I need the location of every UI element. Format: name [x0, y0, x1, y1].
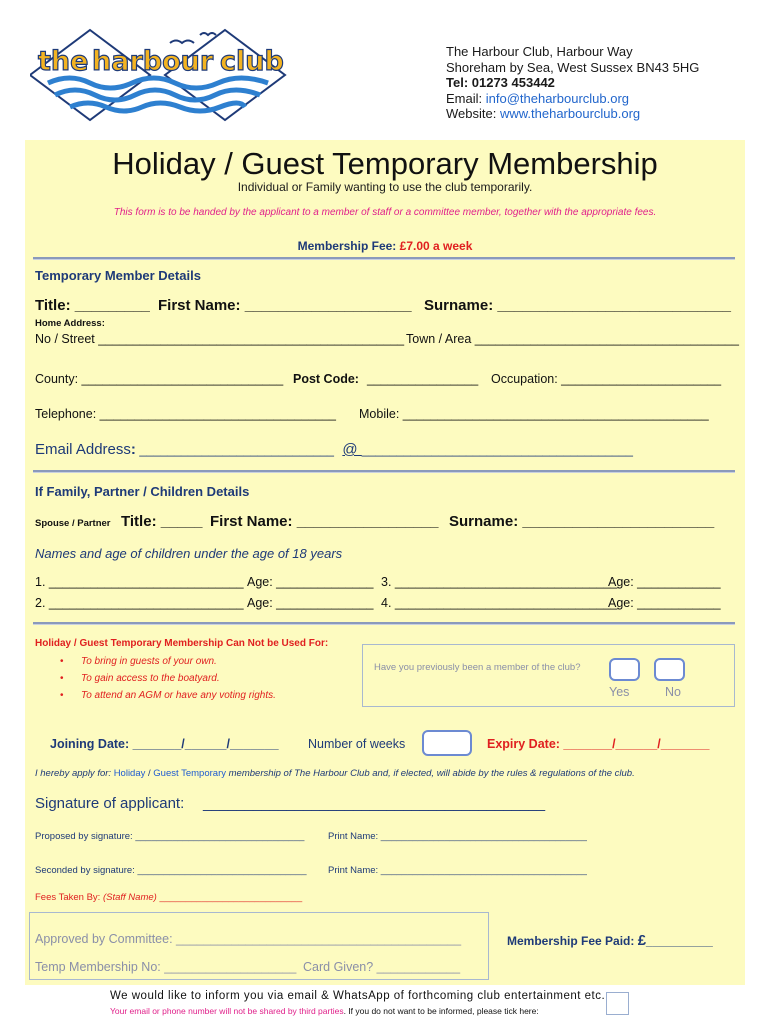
approved-by-committee-field[interactable]: Approved by Committee: _________________________________________ [35, 932, 462, 946]
fee-label: Membership Fee: [297, 239, 400, 253]
email-label: Email: [446, 90, 486, 106]
no-checkbox[interactable] [654, 658, 685, 681]
membership-form [25, 140, 745, 985]
street-field[interactable]: No / Street ____________________________________________ [35, 332, 405, 346]
children-note: Names and age of children under the age of 18 years [35, 546, 343, 561]
membership-fee [25, 239, 745, 253]
child-3-name-field[interactable]: 3. ________________________________ [381, 575, 618, 589]
yes-checkbox[interactable] [609, 658, 640, 681]
logo-text-the: the [38, 46, 89, 77]
no-label: No [665, 685, 681, 699]
divider [33, 622, 735, 625]
restriction-item: • To bring in guests of your own. [81, 656, 217, 667]
postcode-field[interactable]: ________________ [367, 372, 479, 386]
fees-taken-label: Fees Taken By: [35, 892, 103, 903]
divider [33, 257, 735, 260]
yes-label: Yes [609, 685, 630, 699]
fees-staff-label: (Staff Name) [102, 892, 157, 903]
office-use-box [29, 912, 489, 980]
restrictions-heading: Holiday / Guest Temporary Membership Can Not be Used For: [35, 638, 329, 649]
fees-taken-by-field[interactable] [35, 892, 302, 903]
telephone-field[interactable]: Telephone: __________________________________ [35, 407, 337, 421]
previous-member-box [362, 644, 735, 707]
child-4-name-field[interactable]: 4. ________________________________ [381, 596, 618, 610]
website-label: Website: [446, 106, 500, 121]
county-field[interactable]: County: _____________________________ [35, 372, 284, 386]
temp-membership-no-field[interactable]: Temp Membership No: ___________________ [35, 960, 297, 974]
home-address-label: Home Address: [35, 318, 105, 329]
declaration-sep: / [145, 768, 154, 779]
email-at-sign: @ [342, 441, 362, 458]
number-of-weeks-label: Number of weeks [308, 737, 406, 751]
family-section-heading: If Family, Partner / Children Details [35, 484, 250, 499]
handover-note: This form is to be handed by the applicant to a member of staff or a committee member, together with the appropriate fees. [113, 207, 657, 218]
declaration-pre: I hereby apply for: [35, 768, 114, 779]
opt-out-text [110, 1006, 539, 1016]
child-2-age-field[interactable]: Age: ______________ [247, 596, 374, 610]
card-given-field[interactable]: Card Given? ____________ [303, 960, 461, 974]
email-address-field[interactable] [35, 441, 633, 458]
declaration-guest-temporary: Guest Temporary [153, 768, 226, 779]
child-1-age-field[interactable]: Age: ______________ [247, 575, 374, 589]
mobile-field[interactable]: Mobile: ____________________________________________ [359, 407, 709, 421]
seagull-icon [170, 41, 194, 44]
applicant-signature-label: Signature of applicant: [35, 795, 185, 812]
spouse-surname-field[interactable]: Surname: _______________________ [449, 513, 715, 530]
fee-paid-label: Membership Fee Paid: [507, 934, 638, 948]
email-colon: : [130, 441, 136, 458]
spouse-title-field[interactable]: Title: _____ [121, 513, 203, 530]
email-user-line[interactable]: ____________________________ [135, 443, 335, 457]
fee-amount: £7.00 a week [399, 239, 473, 253]
membership-fee-paid-field[interactable] [507, 932, 713, 949]
applicant-signature-field[interactable]: _________________________________________ [203, 795, 546, 812]
address-line-2: Shoreham by Sea, West Sussex BN43 5HG [446, 59, 700, 75]
fees-taken-line[interactable]: ___________________________ [156, 892, 303, 903]
opt-out-checkbox[interactable] [606, 992, 629, 1015]
member-section-heading: Temporary Member Details [35, 268, 201, 283]
seconded-signature-field[interactable]: Seconded by signature: ________________________________ [35, 865, 307, 876]
website-link[interactable]: www.theharbourclub.org [499, 106, 641, 121]
town-field[interactable]: Town / Area ______________________________________ [406, 332, 739, 346]
logo-text-harbour: harbour [92, 46, 214, 77]
email-link[interactable]: info@theharbourclub.org [485, 90, 630, 106]
spouse-first-name-field[interactable]: First Name: _________________ [210, 513, 439, 530]
surname-field[interactable]: Surname: ____________________________ [424, 297, 731, 314]
seconded-print-name-field[interactable]: Print Name: _______________________________________ [328, 865, 587, 876]
address-line-1: The Harbour Club, Harbour Way [446, 44, 633, 59]
child-2-name-field[interactable]: 2. ____________________________ [35, 596, 244, 610]
restriction-item: • To gain access to the boatyard. [81, 673, 220, 684]
harbour-club-logo [30, 25, 290, 125]
email-domain-line[interactable]: _______________________________________ [361, 443, 633, 457]
occupation-field[interactable]: Occupation: _______________________ [491, 372, 722, 386]
telephone: Tel: 01273 453442 [446, 75, 555, 90]
declaration-holiday: Holiday [113, 768, 146, 779]
declaration-post: membership of The Harbour Club and, if elected, will abide by the rules & regulations of the club. [226, 768, 635, 779]
contact-consent-text: We would like to inform you via email & WhatsApp of forthcoming club entertainment etc. [110, 990, 606, 1002]
previous-member-question: Have you previously been a member of the club? [374, 662, 581, 673]
spouse-partner-label: Spouse / Partner [35, 518, 111, 529]
title-field[interactable]: Title: _________ [35, 297, 150, 314]
declaration [35, 768, 635, 779]
child-4-age-field[interactable]: Age: ____________ [608, 596, 721, 610]
pound-sign: £ [637, 932, 647, 949]
form-subtitle: Individual or Family wanting to use the club temporarily. [237, 180, 533, 194]
restriction-item: • To attend an AGM or have any voting rights. [81, 690, 276, 701]
child-3-age-field[interactable]: Age: ____________ [608, 575, 721, 589]
email-address-label: Email Address [35, 441, 131, 458]
club-contact-details [446, 44, 699, 122]
proposed-print-name-field[interactable]: Print Name: _______________________________________ [328, 831, 587, 842]
expiry-date-field[interactable]: Expiry Date: _______/______/_______ [487, 737, 710, 751]
divider [33, 470, 735, 473]
fee-paid-line[interactable]: __________ [646, 934, 713, 948]
logo-text-club: club [220, 46, 284, 77]
proposed-signature-field[interactable]: Proposed by signature: ________________________________ [35, 831, 305, 842]
joining-date-field[interactable]: Joining Date: _______/______/_______ [50, 737, 279, 751]
postcode-label: Post Code: [293, 372, 359, 386]
number-of-weeks-input[interactable] [422, 730, 472, 756]
child-1-name-field[interactable]: 1. ____________________________ [35, 575, 244, 589]
first-name-field[interactable]: First Name: ____________________ [158, 297, 412, 314]
privacy-note: Your email or phone number will not be shared by third parties [110, 1006, 344, 1016]
form-title: Holiday / Guest Temporary Membership [112, 146, 658, 181]
opt-out-instruction: . If you do not want to be informed, please tick here: [343, 1006, 539, 1016]
